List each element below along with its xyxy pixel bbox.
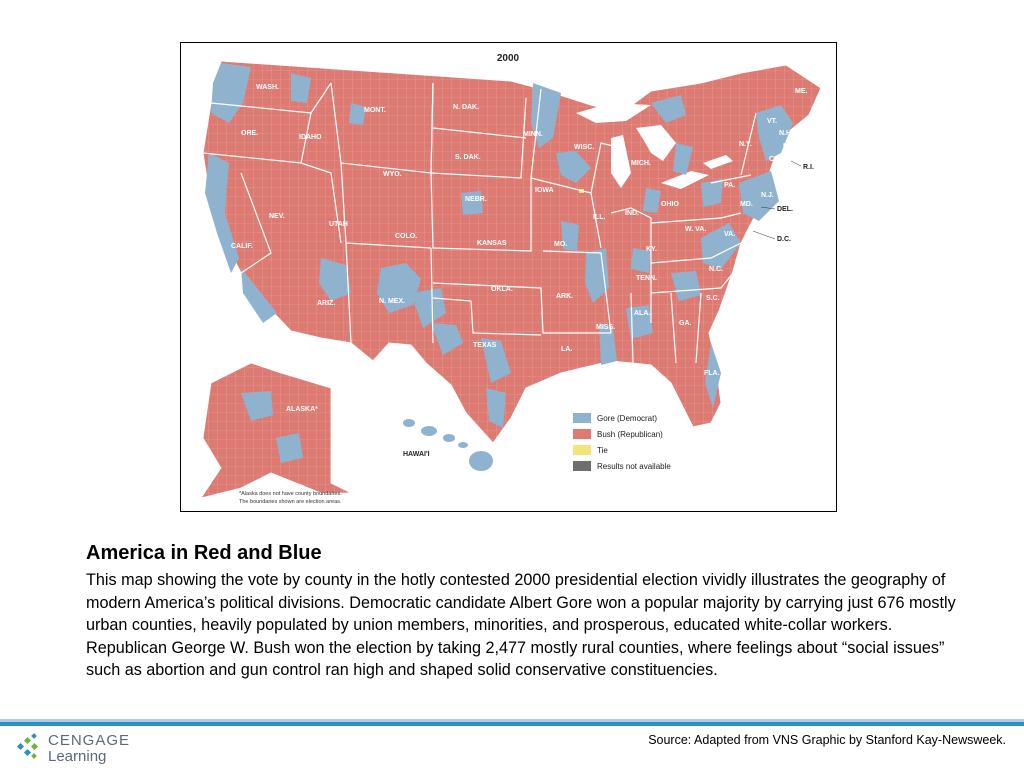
label-miss: MISS. [596,324,616,331]
label-vt: VT. [767,118,778,125]
label-del: DEL. [777,206,793,213]
label-ndak: N. DAK. [453,104,480,111]
label-iowa: IOWA [535,187,554,194]
legend-label-na: Results not available [597,462,671,471]
county-map-svg [181,43,836,511]
label-nev: NEV. [269,213,285,220]
label-ind: IND. [625,210,639,217]
label-ark: ARK. [556,293,574,300]
label-va: VA. [724,231,736,238]
label-ri: R.I. [803,164,814,171]
label-ga: GA. [679,320,692,327]
label-nj: N.J. [761,192,774,199]
legend-swatch-bush [573,429,591,439]
alaska-note-line2: The boundaries shown are election areas. [239,499,342,505]
caption-title: America in Red and Blue [86,542,322,564]
label-me: ME. [795,88,808,95]
label-ala: ALA. [634,310,651,317]
label-la: LA. [561,346,573,353]
label-kansas: KANSAS [477,240,507,247]
label-wisc: WISC. [574,144,595,151]
source-credit: Source: Adapted from VNS Graphic by Stanford Kay-Newsweek. [648,733,1006,747]
label-mich: MICH. [631,160,651,167]
label-wva: W. VA. [685,226,707,233]
legend-label-tie: Tie [597,446,608,455]
map-title: 2000 [496,53,520,64]
label-wash: WASH. [256,84,279,91]
legend-label-gore: Gore (Democrat) [597,414,658,423]
label-wyo: WYO. [383,171,402,178]
label-ohio: OHIO [661,201,679,208]
election-map [180,42,837,512]
label-colo: COLO. [395,233,418,240]
label-tenn: TENN. [636,275,657,282]
label-nmex: N. MEX. [379,298,406,305]
label-texas: TEXAS [473,342,497,349]
label-nebr: NEBR. [465,196,487,203]
label-mass: MASS. [783,143,806,150]
label-minn: MINN. [523,131,543,138]
label-fla: FLA. [704,370,720,377]
caption-body: This map showing the vote by county in the hotly contested 2000 presidential election vividly illustrates the geography of modern America’s political divisions. Democratic candidate Albert Gore won a popular majority by carrying just 676 mostly urban counties, heavily populated by union members, minorities, and prosperous, educated white-collar workers. Republican George W. Bush won the election by taking 2,477 mostly rural counties, where feelings about “social issues” such as abortion and gun control ran high and shaped solid conservative constituencies. [86,571,956,679]
label-ny: N.Y. [739,141,752,148]
label-hawaii: HAWAI'I [403,451,430,458]
label-nc: N.C. [709,266,723,273]
legend-label-bush: Bush (Republican) [597,430,663,439]
label-okla: OKLA. [491,286,513,293]
legend-swatch-na [573,461,591,471]
logo-text-learning: Learning [48,748,107,765]
label-ky: KY. [646,246,657,253]
legend-swatch-gore [573,413,591,423]
logo-text-cengage: CENGAGE [48,732,131,749]
label-ariz: ARIZ. [317,300,336,307]
label-conn: CONN. [769,156,792,163]
legend-swatch-tie [573,445,591,455]
label-sdak: S. DAK. [455,154,481,161]
label-idaho: IDAHO [299,134,322,141]
label-md: MD. [740,201,753,208]
label-mo: MO. [554,241,568,248]
alaska-shape [201,363,351,498]
label-calif: CALIF. [231,243,253,250]
label-sc: S.C. [706,295,720,302]
label-utah: UTAH [329,221,348,228]
label-nh: N.H. [779,130,793,137]
cengage-logo [16,730,146,766]
label-ill: ILL. [593,214,606,221]
label-dc: D.C. [777,236,791,243]
label-alaska: ALASKA* [286,406,318,413]
label-mont: MONT. [364,107,386,114]
alaska-note-line1: *Alaska does not have county boundaries. [239,491,342,497]
cengage-logo-icon [16,732,44,760]
label-pa: PA. [724,182,736,189]
label-ore: ORE. [241,130,259,137]
footer-rule [0,722,1024,726]
map-legend [573,413,671,471]
